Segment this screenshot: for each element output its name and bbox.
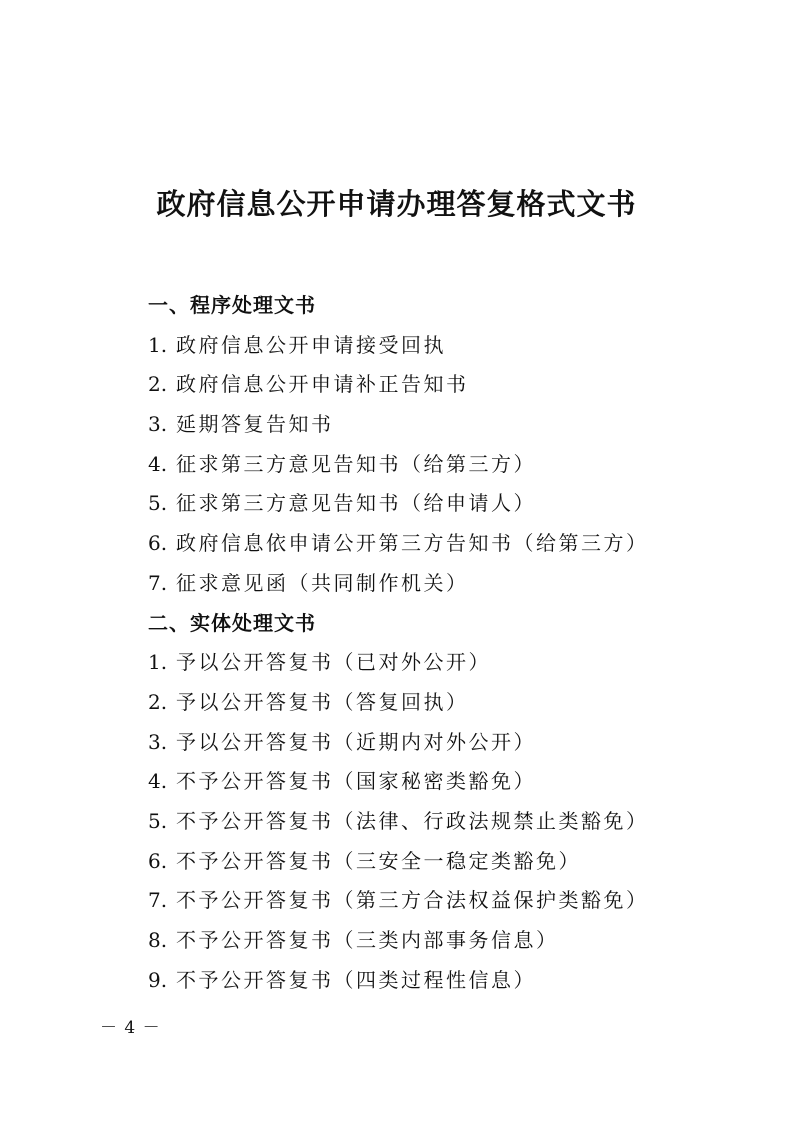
item-text: 延期答复告知书 [176, 412, 334, 436]
item-text: 不予公开答复书（三类内部事务信息） [176, 928, 559, 952]
list-item [148, 450, 536, 478]
item-number: 8. [148, 928, 168, 952]
item-text: 征求第三方意见告知书（给第三方） [176, 452, 536, 476]
list-item [148, 728, 536, 756]
section-heading-substantive: 二、实体处理文书 [148, 611, 316, 635]
page-title: 政府信息公开申请办理答复格式文书 [156, 187, 637, 221]
item-number: 5. [148, 491, 168, 515]
item-text: 政府信息公开申请补正告知书 [176, 372, 469, 396]
item-number: 1. [148, 650, 168, 674]
item-number: 3. [148, 730, 168, 754]
item-text: 予以公开答复书（答复回执） [176, 690, 469, 714]
list-item [148, 688, 469, 716]
list-item [148, 529, 649, 557]
item-text: 不予公开答复书（法律、行政法规禁止类豁免） [176, 809, 649, 833]
item-number: 7. [148, 888, 168, 912]
item-text: 予以公开答复书（近期内对外公开） [176, 730, 536, 754]
item-text: 政府信息依申请公开第三方告知书（给第三方） [176, 531, 649, 555]
item-number: 6. [148, 531, 168, 555]
item-text: 予以公开答复书（已对外公开） [176, 650, 491, 674]
item-number: 3. [148, 412, 168, 436]
list-item [148, 569, 469, 597]
list-item [148, 886, 649, 914]
item-number: 5. [148, 809, 168, 833]
list-item [148, 410, 334, 438]
list-item [148, 489, 536, 517]
item-text: 不予公开答复书（第三方合法权益保护类豁免） [176, 888, 649, 912]
item-text: 不予公开答复书（四类过程性信息） [176, 968, 536, 992]
list-item [148, 767, 536, 795]
item-text: 征求第三方意见告知书（给申请人） [176, 491, 536, 515]
item-number: 2. [148, 690, 168, 714]
item-number: 4. [148, 769, 168, 793]
list-item [148, 648, 491, 676]
item-number: 1. [148, 333, 168, 357]
item-number: 2. [148, 372, 168, 396]
item-text: 不予公开答复书（三安全一稳定类豁免） [176, 849, 581, 873]
section-heading-procedural: 一、程序处理文书 [148, 293, 316, 317]
item-text: 征求意见函（共同制作机关） [176, 571, 469, 595]
list-item [148, 847, 581, 875]
list-item [148, 807, 649, 835]
item-text: 政府信息公开申请接受回执 [176, 333, 446, 357]
item-number: 9. [148, 968, 168, 992]
item-number: 7. [148, 571, 168, 595]
item-text: 不予公开答复书（国家秘密类豁免） [176, 769, 536, 793]
item-number: 4. [148, 452, 168, 476]
list-item [148, 926, 559, 954]
page-number: － 4 － [100, 1018, 161, 1038]
item-number: 6. [148, 849, 168, 873]
list-item [148, 966, 536, 994]
list-item [148, 331, 446, 359]
list-item [148, 370, 469, 398]
